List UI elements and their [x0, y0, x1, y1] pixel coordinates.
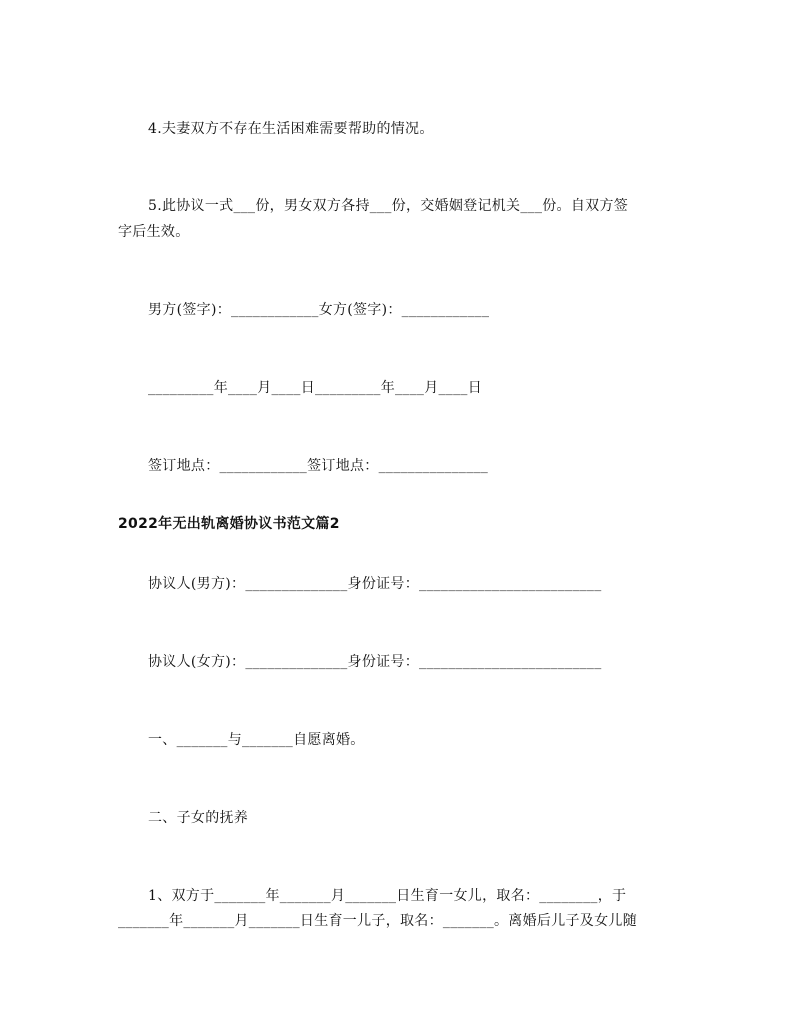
- party-male-line: 协议人(男方)：______________身份证号：_________________________: [148, 576, 602, 592]
- clause-5-line-2: 字后生效。: [118, 224, 190, 240]
- clause-5-line-1: 5.此协议一式___份，男女双方各持___份，交婚姻登记机关___份。自双方签: [148, 198, 629, 214]
- party-female-line: 协议人(女方)：______________身份证号：_________________________: [148, 654, 602, 670]
- date-line: _________年____月____日_________年____月____日: [148, 380, 482, 396]
- signature-line: 男方(签字)：____________女方(签字)：____________: [148, 302, 490, 318]
- clause-two-1-line-1: 1、双方于_______年_______月_______日生育一女儿，取名：________，于: [148, 888, 627, 904]
- signing-location-line: 签订地点：____________签订地点：_______________: [148, 458, 489, 474]
- clause-two-title: 二、子女的抚养: [148, 810, 249, 826]
- clause-two-1-line-2: _______年_______月_______日生育一儿子，取名：_______。离婚后儿子及女儿随: [118, 913, 637, 929]
- clause-one: 一、_______与_______自愿离婚。: [148, 732, 365, 748]
- clause-4: 4.夫妻双方不存在生活困难需要帮助的情况。: [148, 121, 434, 137]
- section-heading: 2022年无出轨离婚协议书范文篇2: [118, 516, 340, 532]
